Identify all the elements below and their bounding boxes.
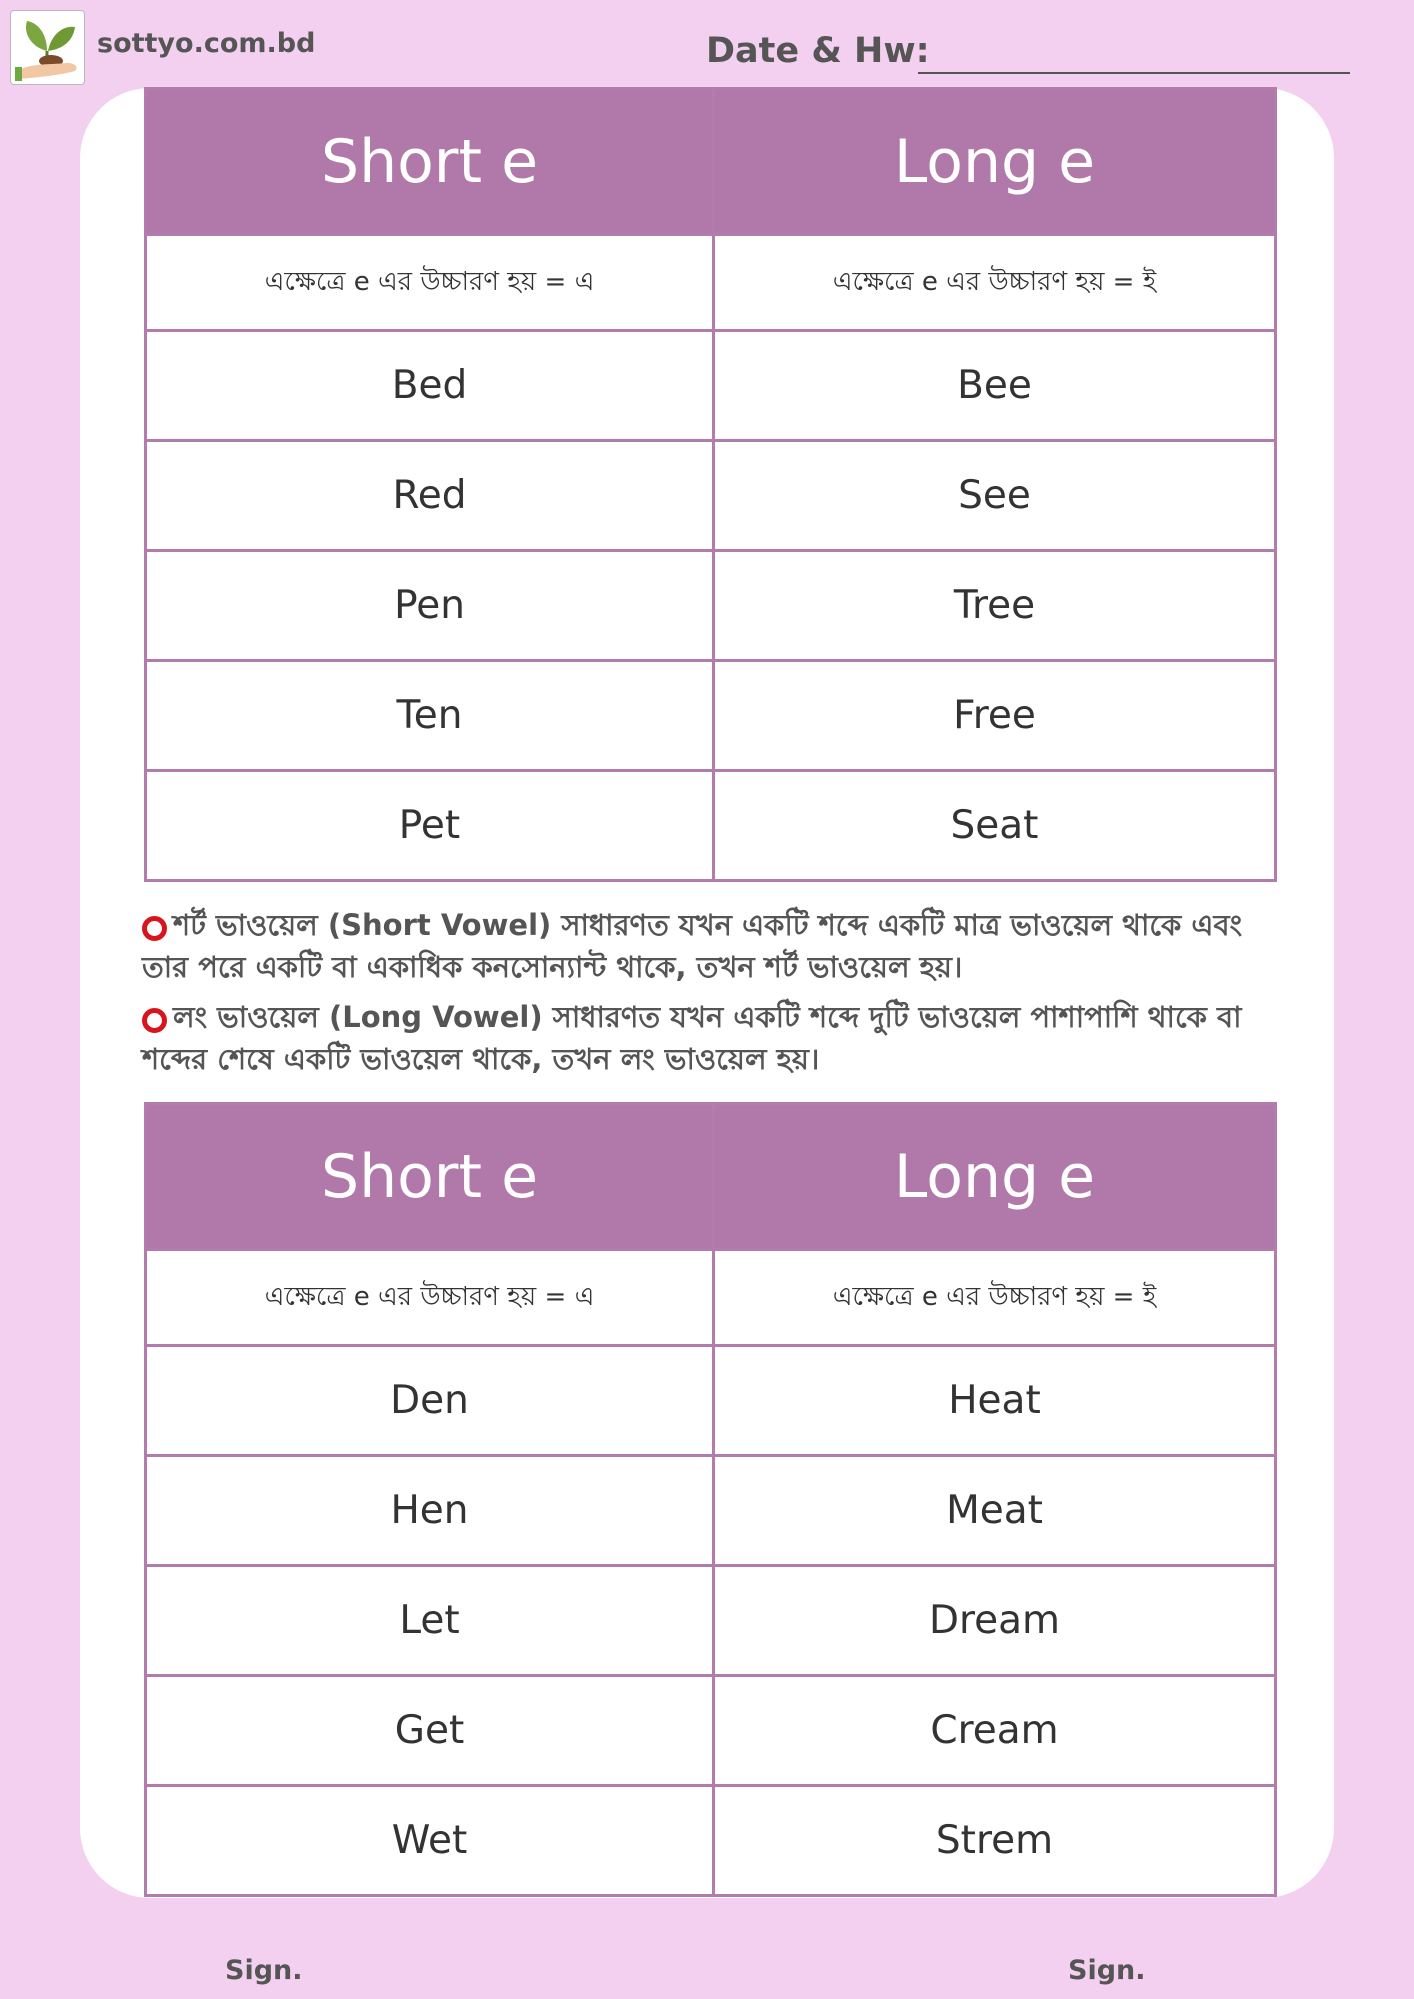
red-ring-icon	[142, 1008, 167, 1033]
short-vowel-note	[142, 904, 1282, 988]
long-e-word: Heat	[714, 1346, 1276, 1456]
short-e-word: Ten	[146, 661, 714, 771]
short-e-pronunciation: এক্ষেত্রে e এর উচ্চারণ হয় = এ	[146, 235, 714, 331]
date-hw-input-line[interactable]	[918, 72, 1350, 74]
short-e-word: Red	[146, 441, 714, 551]
short-e-word: Bed	[146, 331, 714, 441]
long-e-word: See	[714, 441, 1276, 551]
header-long-e: Long e	[714, 89, 1276, 235]
long-e-word: Bee	[714, 331, 1276, 441]
header-long-e: Long e	[714, 1104, 1276, 1250]
header-short-e: Short e	[146, 89, 714, 235]
sign-right-label: Sign.	[1068, 1955, 1146, 1986]
short-e-pronunciation: এক্ষেত্রে e এর উচ্চারণ হয় = এ	[146, 1250, 714, 1346]
long-e-word: Cream	[714, 1676, 1276, 1786]
long-e-word: Tree	[714, 551, 1276, 661]
vowel-table-1	[144, 87, 1277, 882]
short-vowel-text: শর্ট ভাওয়েল (Short Vowel) সাধারণত যখন একটি শব্দে একটি মাত্র ভাওয়েল থাকে এবং তার পরে একটি বা একাধিক কনসোন্যান্ট থাকে, তখন শর্ট ভাওয়েল হয়।	[142, 908, 1243, 984]
long-e-word: Seat	[714, 771, 1276, 881]
site-name: sottyo.com.bd	[97, 28, 316, 59]
short-e-word: Hen	[146, 1456, 714, 1566]
long-e-pronunciation: এক্ষেত্রে e এর উচ্চারণ হয় = ই	[714, 1250, 1276, 1346]
short-e-word: Let	[146, 1566, 714, 1676]
long-e-pronunciation: এক্ষেত্রে e এর উচ্চারণ হয় = ই	[714, 235, 1276, 331]
long-e-word: Meat	[714, 1456, 1276, 1566]
short-e-word: Den	[146, 1346, 714, 1456]
logo-icon	[10, 10, 85, 85]
short-e-word: Wet	[146, 1786, 714, 1896]
date-hw-label: Date & Hw:	[706, 31, 930, 71]
red-ring-icon	[142, 916, 167, 941]
short-e-word: Get	[146, 1676, 714, 1786]
short-e-word: Pen	[146, 551, 714, 661]
header-short-e: Short e	[146, 1104, 714, 1250]
long-vowel-text: লং ভাওয়েল (Long Vowel) সাধারণত যখন একটি শব্দে দুটি ভাওয়েল পাশাপাশি থাকে বা শব্দের শেষে একটি ভাওয়েল থাকে, তখন লং ভাওয়েল হয়।	[142, 1000, 1242, 1076]
long-vowel-note	[142, 996, 1282, 1080]
long-e-word: Free	[714, 661, 1276, 771]
short-e-word: Pet	[146, 771, 714, 881]
sign-left-label: Sign.	[225, 1955, 303, 1986]
vowel-table-2	[144, 1102, 1277, 1897]
long-e-word: Dream	[714, 1566, 1276, 1676]
long-e-word: Strem	[714, 1786, 1276, 1896]
